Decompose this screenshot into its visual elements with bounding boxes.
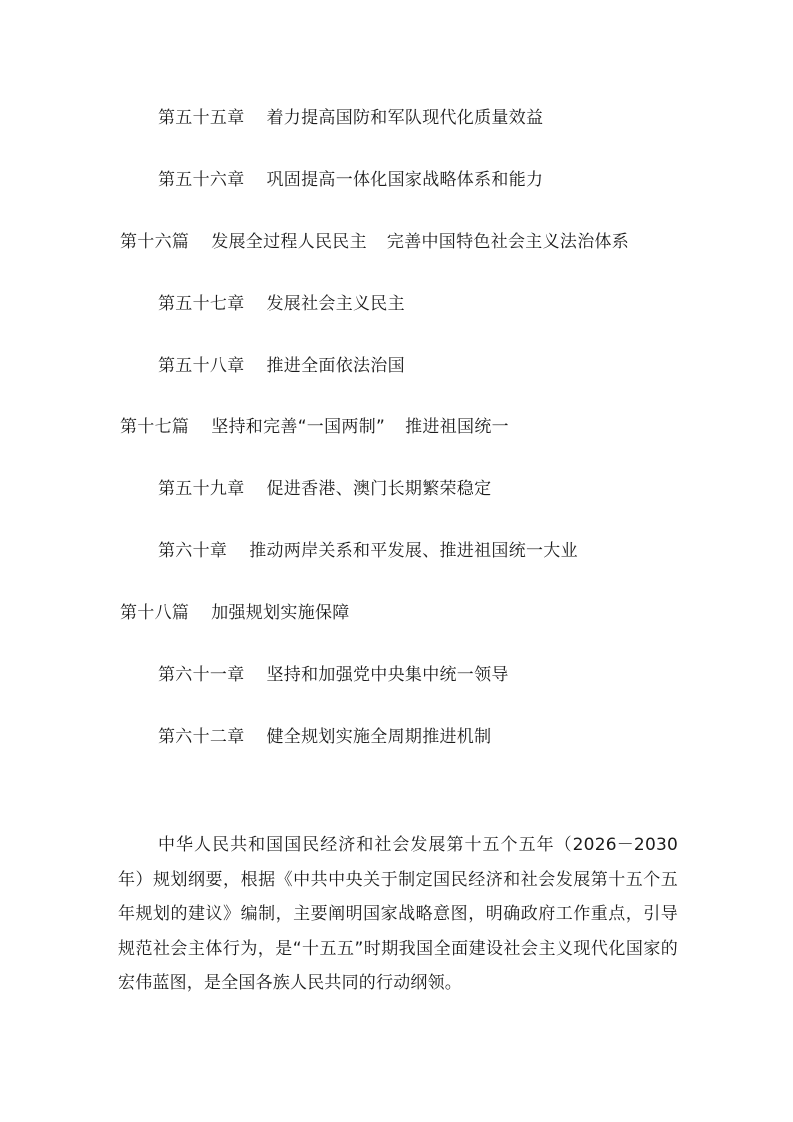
- part-number: 第十八篇: [120, 603, 190, 623]
- part-title-a: 发展全过程人民民主: [211, 232, 367, 252]
- chapter-title: 坚持和加强党中央集中统一领导: [266, 665, 509, 685]
- part-title-a: 坚持和完善“一国两制”: [211, 417, 386, 437]
- chapter-number: 第五十六章: [158, 170, 245, 190]
- part-title-b: 推进祖国统一: [405, 417, 509, 437]
- part-title-b: 完善中国特色社会主义法治体系: [386, 232, 630, 252]
- toc-chapter-61: [158, 664, 509, 686]
- intro-paragraph: 中华人民共和国国民经济和社会发展第十五个五年（2026－2030年）规划纲要，根据《中共中央关于制定国民经济和社会发展第十五个五年规划的建议》编制，主要阐明国家战略意图，明确政府工作重点，引导规范社会主体行为，是“十五五”时期我国全面建设社会主义现代化国家的宏伟蓝图，是全国各族人民共同的行动纲领。: [118, 835, 678, 994]
- chapter-title: 着力提高国防和军队现代化质量效益: [266, 108, 544, 128]
- chapter-number: 第五十七章: [158, 294, 245, 314]
- part-number: 第十七篇: [120, 417, 190, 437]
- chapter-number: 第五十九章: [158, 479, 245, 499]
- toc-chapter-56: [158, 169, 543, 191]
- chapter-number: 第六十章: [158, 541, 228, 561]
- chapter-number: 第五十五章: [158, 108, 245, 128]
- toc-part-17: [120, 416, 509, 438]
- chapter-number: 第六十二章: [158, 727, 245, 747]
- toc-chapter-60: [158, 540, 578, 562]
- chapter-number: 第六十一章: [158, 665, 245, 685]
- chapter-title: 推动两岸关系和平发展、推进祖国统一大业: [249, 541, 578, 561]
- toc-part-18: [120, 602, 350, 624]
- chapter-title: 发展社会主义民主: [266, 294, 405, 314]
- toc-chapter-57: [158, 293, 405, 315]
- part-title: 加强规划实施保障: [211, 603, 350, 623]
- chapter-title: 推进全面依法治国: [266, 356, 405, 376]
- toc-chapter-59: [158, 478, 491, 500]
- toc-part-16: [120, 231, 629, 253]
- toc-chapter-55: [158, 107, 543, 129]
- chapter-title: 巩固提高一体化国家战略体系和能力: [266, 170, 544, 190]
- chapter-number: 第五十八章: [158, 356, 245, 376]
- toc-chapter-62: [158, 726, 491, 748]
- chapter-title: 促进香港、澳门长期繁荣稳定: [266, 479, 492, 499]
- part-number: 第十六篇: [120, 232, 190, 252]
- toc-chapter-58: [158, 355, 405, 377]
- chapter-title: 健全规划实施全周期推进机制: [266, 727, 492, 747]
